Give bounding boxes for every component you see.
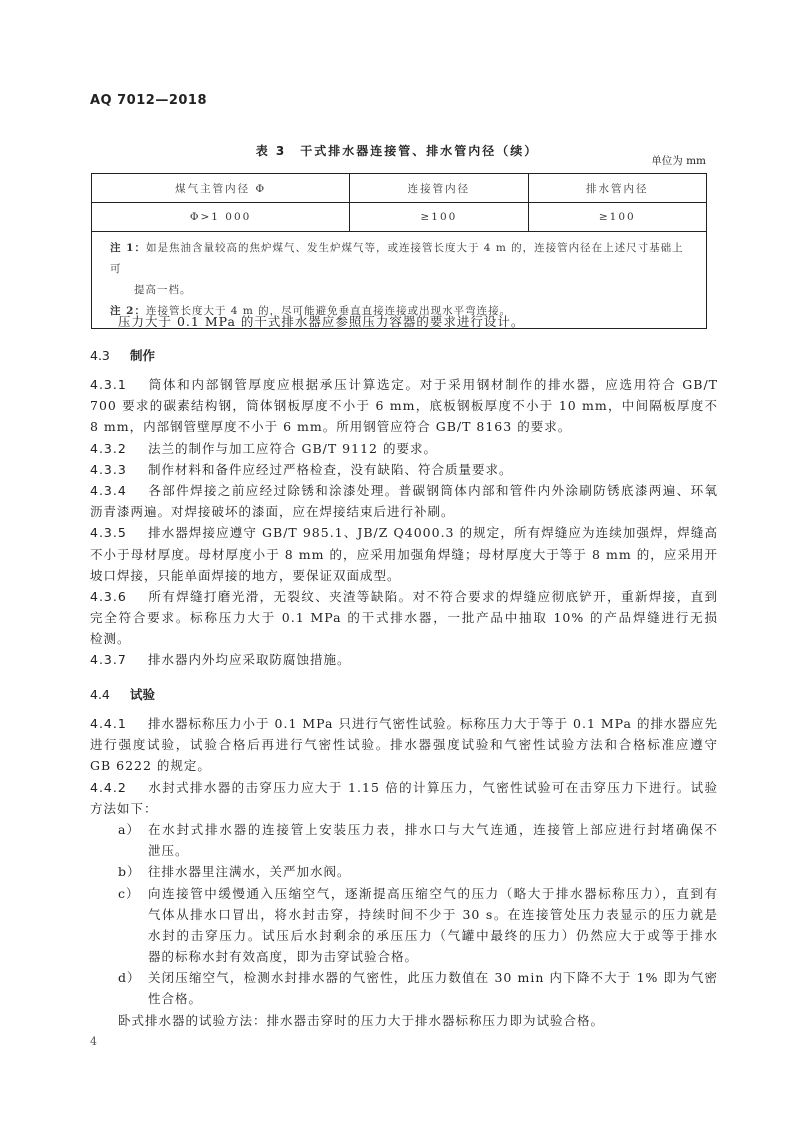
clause-4-3-6	[90, 586, 718, 607]
section-4-4-body	[90, 713, 718, 1031]
list-label: c）	[118, 885, 140, 901]
note-label: 注 2：	[110, 305, 146, 317]
clause-text: 水封式排水器的击穿压力应大于 1.15 倍的计算压力，气密性试验可在击穿压力下进行。试验	[148, 779, 718, 795]
pipe-diameter-table	[91, 173, 707, 329]
list-item-c	[90, 883, 718, 904]
list-line: 性合格。	[148, 991, 203, 1007]
clause-number: 4.3.3	[90, 461, 127, 477]
clause-line: GB 6222 的规定。	[90, 758, 211, 774]
section-4-3-body	[90, 374, 718, 671]
clause-number: 4.3.6	[90, 588, 127, 604]
clause-line: 检测。	[90, 631, 131, 647]
list-line: 泄压。	[148, 843, 189, 859]
standard-code-header: AQ 7012—2018	[90, 93, 208, 108]
note-label: 注 1：	[110, 242, 146, 254]
table-title: 表 3 干式排水器连接管、排水管内径（续）	[255, 144, 539, 158]
section-number: 4.3	[90, 348, 110, 363]
clause-number: 4.3.7	[90, 652, 127, 668]
note-text: 提高一档。	[134, 284, 192, 296]
table-cell: ≥100	[528, 203, 706, 232]
list-item-a	[90, 819, 718, 840]
paragraph-line: 压力大于 0.1 MPa 的干式排水器应参照压力容器的要求进行设计。	[118, 314, 525, 329]
clause-text: 制作材料和备件应经过严格检查，没有缺陷、符合质量要求。	[148, 461, 513, 477]
clause-line: 方法如下：	[90, 800, 158, 816]
list-label: b）	[118, 864, 141, 880]
clause-number: 4.4.1	[90, 716, 127, 731]
column-header: 排水管内径	[528, 174, 706, 203]
page-number: 4	[90, 1035, 97, 1048]
list-label: a）	[118, 821, 140, 837]
clause-line: 8 mm，内部钢管壁厚度不小于 6 mm。所用钢管应符合 GB/T 8163 的要求。	[90, 419, 572, 435]
clause-4-3-4	[90, 480, 718, 501]
clause-4-3-1	[90, 374, 718, 395]
clause-number: 4.3.4	[90, 482, 127, 498]
section-heading-4-4	[90, 685, 155, 703]
list-item-d	[90, 967, 718, 988]
table-cell: Φ>1 000	[92, 203, 350, 232]
table-unit: 单位为 mm	[651, 155, 706, 167]
clause-text: 所有焊缝打磨光滑，无裂纹、夹渣等缺陷。对不符合要求的焊缝应彻底铲开，重新焊接，直到	[148, 588, 718, 604]
clause-line: 进行强度试验，试验合格后再进行气密性试验。排水器强度试验和气密性试验方法和合格标准应遵守	[90, 737, 718, 753]
list-text: 关闭压缩空气，检测水封排水器的气密性，此压力数值在 30 min 内下降不大于 1% 即为气密	[148, 970, 718, 986]
table-note	[110, 238, 694, 280]
list-line: 水封的击穿压力。试压后水封剩余的承压压力（气罐中最终的压力）仍然应大于或等于排水	[148, 927, 718, 943]
intro-paragraph	[90, 311, 718, 332]
clause-4-4-2	[90, 777, 718, 798]
list-text: 在水封式排水器的连接管上安装压力表，排水口与大气连通，连接管上部应进行封堵确保不	[148, 821, 718, 837]
section-heading-4-3	[90, 346, 155, 364]
clause-line: 坡口焊接，只能单面焊接的地方，要保证双面成型。	[90, 567, 401, 583]
table-cell: ≥100	[350, 203, 528, 232]
clause-4-3-2	[90, 438, 718, 459]
section-title: 制作	[130, 348, 156, 363]
clause-4-3-3	[90, 459, 718, 480]
clause-line: 700 要求的碳素结构钢，筒体钢板厚度不小于 6 mm，底板钢板厚度不小于 10 mm，中间隔板厚度不	[90, 398, 718, 414]
clause-number: 4.3.1	[90, 377, 127, 392]
clause-text: 各部件焊接之前应经过除锈和涂漆处理。普碳钢筒体内部和管件内外涂刷防锈底漆两遍、环氧	[148, 482, 718, 498]
table-row	[92, 203, 707, 232]
closing-paragraph: 卧式排水器的试验方法：排水器击穿时的压力大于排水器标称压力即为试验合格。	[118, 1012, 605, 1028]
list-line: 器的标称水封有效高度，即为击穿试验合格。	[148, 949, 419, 965]
clause-line: 沥青漆两遍。对焊接破坏的漆面，应在焊接结束后进行补刷。	[90, 504, 455, 520]
clause-line: 不小于母材厚度。母材厚度小于 8 mm 的，应采用加强角焊缝；母材厚度大于等于 8 mm 的，应采用开	[90, 546, 718, 562]
column-header: 连接管内径	[350, 174, 528, 203]
list-line: 气体从排水口冒出，将水封击穿，持续时间不少于 30 s。在连接管处压力表显示的压力就是	[148, 906, 718, 922]
clause-number: 4.3.2	[90, 440, 127, 456]
clause-text: 筒体和内部钢管厚度应根据承压计算选定。对于采用钢材制作的排水器，应选用符合 GB/T	[148, 377, 718, 392]
clause-text: 排水器焊接应遵守 GB/T 985.1、JB/Z Q4000.3 的规定，所有焊缝应为连续加强焊，焊缝高	[148, 525, 718, 541]
clause-line: 完全符合要求。标称压力大于 0.1 MPa 的干式排水器，一批产品中抽取 10% 的产品焊缝进行无损	[90, 610, 718, 626]
table-header-row	[92, 174, 707, 203]
clause-text: 法兰的制作与加工应符合 GB/T 9112 的要求。	[148, 440, 437, 456]
clause-number: 4.3.5	[90, 525, 127, 541]
list-item-b	[90, 861, 718, 882]
clause-text: 排水器标称压力小于 0.1 MPa 只进行气密性试验。标称压力大于等于 0.1 MPa 的排水器应先	[148, 716, 718, 731]
note-text: 如是焦油含量较高的焦炉煤气、发生炉煤气等，或连接管长度大于 4 m 的，连接管内径在上述尺寸基础上可	[110, 242, 684, 275]
clause-text: 排水器内外均应采取防腐蚀措施。	[148, 652, 351, 668]
note-text: 连接管长度大于 4 m 的，尽可能避免垂直直接连接或出现水平弯连接。	[145, 305, 512, 317]
section-number: 4.4	[90, 687, 110, 702]
column-header: 煤气主管内径 Φ	[92, 174, 350, 203]
clause-4-3-7	[90, 649, 718, 670]
list-text: 向连接管中缓慢通入压缩空气，逐渐提高压缩空气的压力（略大于排水器标称压力），直到有	[148, 885, 718, 901]
clause-number: 4.4.2	[90, 779, 127, 795]
list-text: 往排水器里注满水，关严加水阀。	[148, 864, 351, 880]
list-label: d）	[118, 970, 141, 986]
section-title: 试验	[130, 687, 156, 702]
clause-4-4-1	[90, 713, 718, 734]
clause-4-3-5	[90, 522, 718, 543]
